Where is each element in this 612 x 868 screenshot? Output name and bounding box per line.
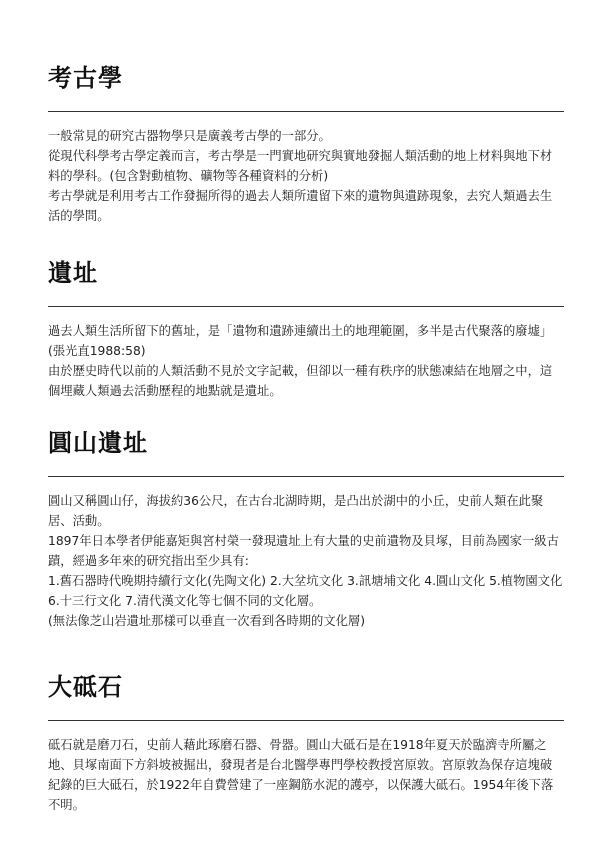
section-divider <box>48 306 564 307</box>
paragraph: 考古學就是利用考古工作發掘所得的過去人類所遺留下來的遺物與遺跡現象，去究人類過去生活的學問。 <box>48 189 553 223</box>
section-body <box>48 126 564 226</box>
section-site <box>48 258 564 401</box>
section-title: 遺址 <box>48 259 98 287</box>
paragraph: 從現代科學考古學定義而言，考古學是一門實地研究與實地發掘人類活動的地上材料與地下材料的學科。(包含對動植物、礦物等各種資料的分析) <box>48 149 553 183</box>
paragraph: (無法像芝山岩遺址那樣可以垂直一次看到各時期的文化層) <box>48 614 366 628</box>
paragraph: 圓山又稱圓山仔，海拔約36公尺，在古台北湖時期，是凸出於湖中的小丘，史前人類在此聚居、活動。 <box>48 494 544 528</box>
section-title: 考古學 <box>48 64 123 92</box>
paragraph: 由於歷史時代以前的人類活動不見於文字記載，但卻以一種有秩序的狀態凍結在地層之中，這個埋藏人類過去活動歷程的地點就是遺址。 <box>48 364 553 398</box>
section-divider <box>48 476 564 477</box>
paragraph: 1897年日本學者伊能嘉矩與宮村榮一發現遺址上有大量的史前遺物及貝塚，目前為國家一級古蹟，經過多年來的研究指出至少具有: <box>48 534 559 568</box>
section-divider <box>48 111 564 112</box>
section-archaeology <box>48 63 564 226</box>
section-body <box>48 321 564 401</box>
section-title: 圓山遺址 <box>48 429 148 457</box>
paragraph: 一般常見的研究古器物學只是廣義考古學的一部分。 <box>48 129 331 143</box>
section-yuanshan-site <box>48 428 564 631</box>
section-title: 大砥石 <box>48 673 123 701</box>
section-grindstone <box>48 672 564 815</box>
paragraph: 1.舊石器時代晚期持續行文化(先陶文化) 2.大坌坑文化 3.訊塘埔文化 4.圓山文化 5.植物園文化 6.十三行文化 7.清代漢文化等七個不同的文化層。 <box>48 574 563 608</box>
paragraph: 過去人類生活所留下的舊址，是「遺物和遺跡連續出土的地理範圍，多半是古代聚落的廢墟」(張光直1988:58) <box>48 324 553 358</box>
section-body <box>48 491 564 631</box>
section-divider <box>48 720 564 721</box>
paragraph: 砥石就是磨刀石，史前人藉此琢磨石器、骨器。圓山大砥石是在1918年夏天於臨濟寺所屬之地、貝塚南面下方斜坡被掘出，發現者是台北醫學專門學校教授宮原敦。宮原敦為保存這塊破紀錄的巨大砥石，於1922年自費營建了一座鋼筋水泥的護亭，以保護大砥石。1954年後下落不明。 <box>48 738 554 812</box>
section-body <box>48 735 564 815</box>
